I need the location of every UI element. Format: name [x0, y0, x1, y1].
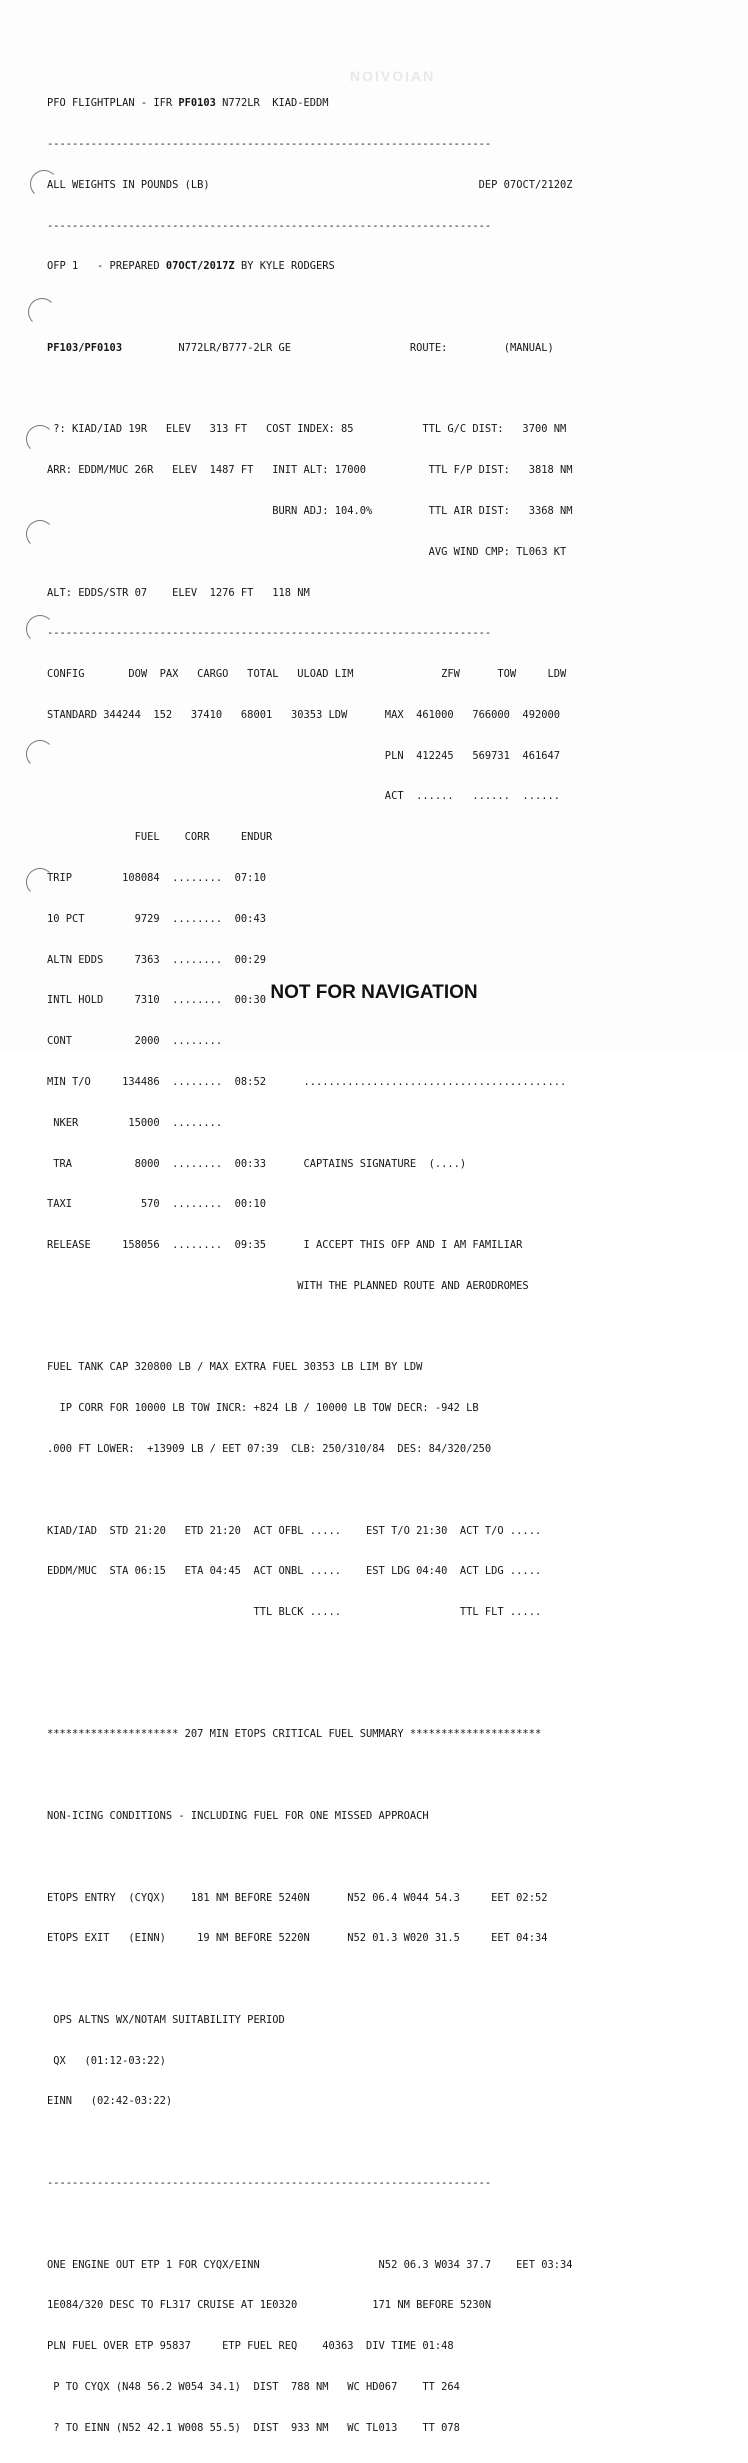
flight-id-line — [47, 342, 697, 356]
title-suffix: N772LR KIAD-EDDM — [215, 97, 329, 110]
fuel-row: TAXI 570 ........ 00:10 — [47, 1198, 266, 1211]
punch-hole-mark — [28, 298, 56, 326]
fuel-row: INTL HOLD 7310 ........ 00:30 — [47, 994, 266, 1007]
weights-standard: STANDARD 344244 152 37410 68001 30353 LDW MAX 461000 766000 492000 — [47, 708, 560, 721]
weights-planned: PLN 412245 569731 461647 — [47, 749, 560, 762]
blank-line — [47, 383, 697, 397]
blank-line — [47, 2218, 697, 2232]
punch-hole-mark — [26, 615, 54, 643]
blank-line — [47, 1973, 697, 1987]
fuel-row: MIN T/O 134486 ........ 08:52 .......................................... — [47, 1075, 567, 1088]
weights-note: ALL WEIGHTS IN POUNDS (LB) — [47, 178, 210, 191]
etp-line: 1E084/320 DESC TO FL317 CRUISE AT 1E0320 171 NM BEFORE 5230N — [47, 2299, 492, 2312]
times-line: TTL BLCK ..... TTL FLT ..... — [47, 1606, 542, 1619]
punch-hole-mark — [26, 425, 54, 453]
wind-line: AVG WIND CMP: TL063 KT — [47, 545, 567, 558]
fuel-row: NKER 15000 ........ — [47, 1116, 223, 1129]
blank-line — [47, 1769, 697, 1783]
etops-altn: EINN (02:42-03:22) — [47, 2095, 173, 2108]
punch-hole-mark — [26, 520, 54, 548]
etp-line: ? TO EINN (N52 42.1 W008 55.5) DIST 933 NM WC TL013 TT 078 — [47, 2421, 460, 2434]
flight-ids: PF103/PF0103 — [47, 341, 123, 354]
fuel-row: RELEASE 158056 ........ 09:35 I ACCEPT THIS OFP AND I AM FAMILIAR — [47, 1239, 523, 1252]
prepared-time: 07OCT/2017Z — [165, 260, 235, 273]
not-for-navigation-banner: NOT FOR NAVIGATION — [270, 982, 478, 1003]
fuel-row: CONT 2000 ........ — [47, 1035, 223, 1048]
prepared-prefix: OFP 1 - PREPARED — [47, 260, 166, 273]
arrival-line: ARR: EDDM/MUC 26R ELEV 1487 FT INIT ALT: 17000 TTL F/P DIST: 3818 NM — [47, 464, 573, 477]
fuel-row: ALTN EDDS 7363 ........ 00:29 — [47, 953, 266, 966]
fuel-row: 10 PCT 9729 ........ 00:43 — [47, 912, 266, 925]
fuel-row: TRIP 108084 ........ 07:10 — [47, 872, 266, 885]
rule: ----------------------------------------------------------------------- — [47, 137, 492, 150]
departure-time: DEP 07OCT/2120Z — [478, 178, 573, 191]
title-prefix: PFO FLIGHTPLAN - IFR — [47, 97, 179, 110]
etops-entry: ETOPS ENTRY (CYQX) 181 NM BEFORE 5240N N52 06.4 W044 54.3 EET 02:52 — [47, 1891, 548, 1904]
route-value: (MANUAL) — [503, 341, 554, 354]
punch-hole-mark — [30, 170, 58, 198]
times-line: EDDM/MUC STA 06:15 ETA 04:45 ACT ONBL ..... EST LDG 04:40 ACT LDG ..... — [47, 1565, 542, 1578]
etp-line: P TO CYQX (N48 56.2 W054 34.1) DIST 788 NM WC HD067 TT 264 — [47, 2380, 460, 2393]
blank-line — [47, 2136, 697, 2150]
rule: ----------------------------------------------------------------------- — [47, 2177, 492, 2190]
aircraft: N772LR/B777-2LR GE — [178, 341, 291, 354]
bleed-through-watermark: NOIVOIAN — [350, 68, 436, 84]
etops-exit: ETOPS EXIT (EINN) 19 NM BEFORE 5220N N52 01.3 W020 31.5 EET 04:34 — [47, 1932, 548, 1945]
etops-altns-title: OPS ALTNS WX/NOTAM SUITABILITY PERIOD — [47, 2013, 285, 2026]
flight-plan-text — [47, 70, 697, 2463]
alternate-line: ALT: EDDS/STR 07 ELEV 1276 FT 118 NM — [47, 586, 310, 599]
tank-line: IP CORR FOR 10000 LB TOW INCR: +824 LB / 10000 LB TOW DECR: -942 LB — [47, 1402, 479, 1415]
tank-line: FUEL TANK CAP 320800 LB / MAX EXTRA FUEL 30353 LB LIM BY LDW — [47, 1361, 423, 1374]
flight-number: PF0103 — [178, 97, 216, 110]
fuel-row: WITH THE PLANNED ROUTE AND AERODROMES — [47, 1279, 529, 1292]
etp-line: ONE ENGINE OUT ETP 1 FOR CYQX/EINN N52 06.3 W034 37.7 EET 03:34 — [47, 2258, 573, 2271]
tank-line: .000 FT LOWER: +13909 LB / EET 07:39 CLB: 250/310/84 DES: 84/320/250 — [47, 1442, 492, 1455]
blank-line — [47, 301, 697, 315]
blank-line — [47, 1851, 697, 1865]
blank-line — [47, 1647, 697, 1661]
rule: ----------------------------------------------------------------------- — [47, 627, 492, 640]
blank-line — [47, 1688, 697, 1702]
burn-line: BURN ADJ: 104.0% TTL AIR DIST: 3368 NM — [47, 505, 573, 517]
punch-hole-mark — [26, 740, 54, 768]
etops-summary: ********************* 207 MIN ETOPS CRITICAL FUEL SUMMARY ********************* — [47, 1728, 542, 1741]
fuel-header: FUEL CORR ENDUR — [47, 831, 273, 844]
blank-line — [47, 1484, 697, 1498]
etp-line: PLN FUEL OVER ETP 95837 ETP FUEL REQ 40363 DIV TIME 01:48 — [47, 2340, 454, 2353]
rule: ----------------------------------------------------------------------- — [47, 219, 492, 232]
weights-actual: ACT ...... ...... ...... — [47, 790, 560, 803]
prepared-line — [47, 260, 697, 274]
fuel-row: TRA 8000 ........ 00:33 CAPTAINS SIGNATURE (....) — [47, 1157, 467, 1170]
title-line — [47, 97, 697, 111]
weights-line — [47, 179, 697, 193]
prepared-by: BY KYLE RODGERS — [234, 260, 335, 273]
departure-line: ?: KIAD/IAD 19R ELEV 313 FT COST INDEX: 85 TTL G/C DIST: 3700 NM — [47, 423, 567, 436]
weights-header: CONFIG DOW PAX CARGO TOTAL ULOAD LIM ZFW TOW LDW — [47, 668, 567, 681]
blank-line — [47, 1321, 697, 1335]
times-line: KIAD/IAD STD 21:20 ETD 21:20 ACT OFBL ..... EST T/O 21:30 ACT T/O ..... — [47, 1524, 542, 1537]
route-label: ROUTE: — [409, 341, 448, 354]
etops-altn: QX (01:12-03:22) — [47, 2054, 166, 2067]
punch-hole-mark — [26, 868, 54, 896]
etops-conditions: NON-ICING CONDITIONS - INCLUDING FUEL FOR ONE MISSED APPROACH — [47, 1810, 429, 1822]
